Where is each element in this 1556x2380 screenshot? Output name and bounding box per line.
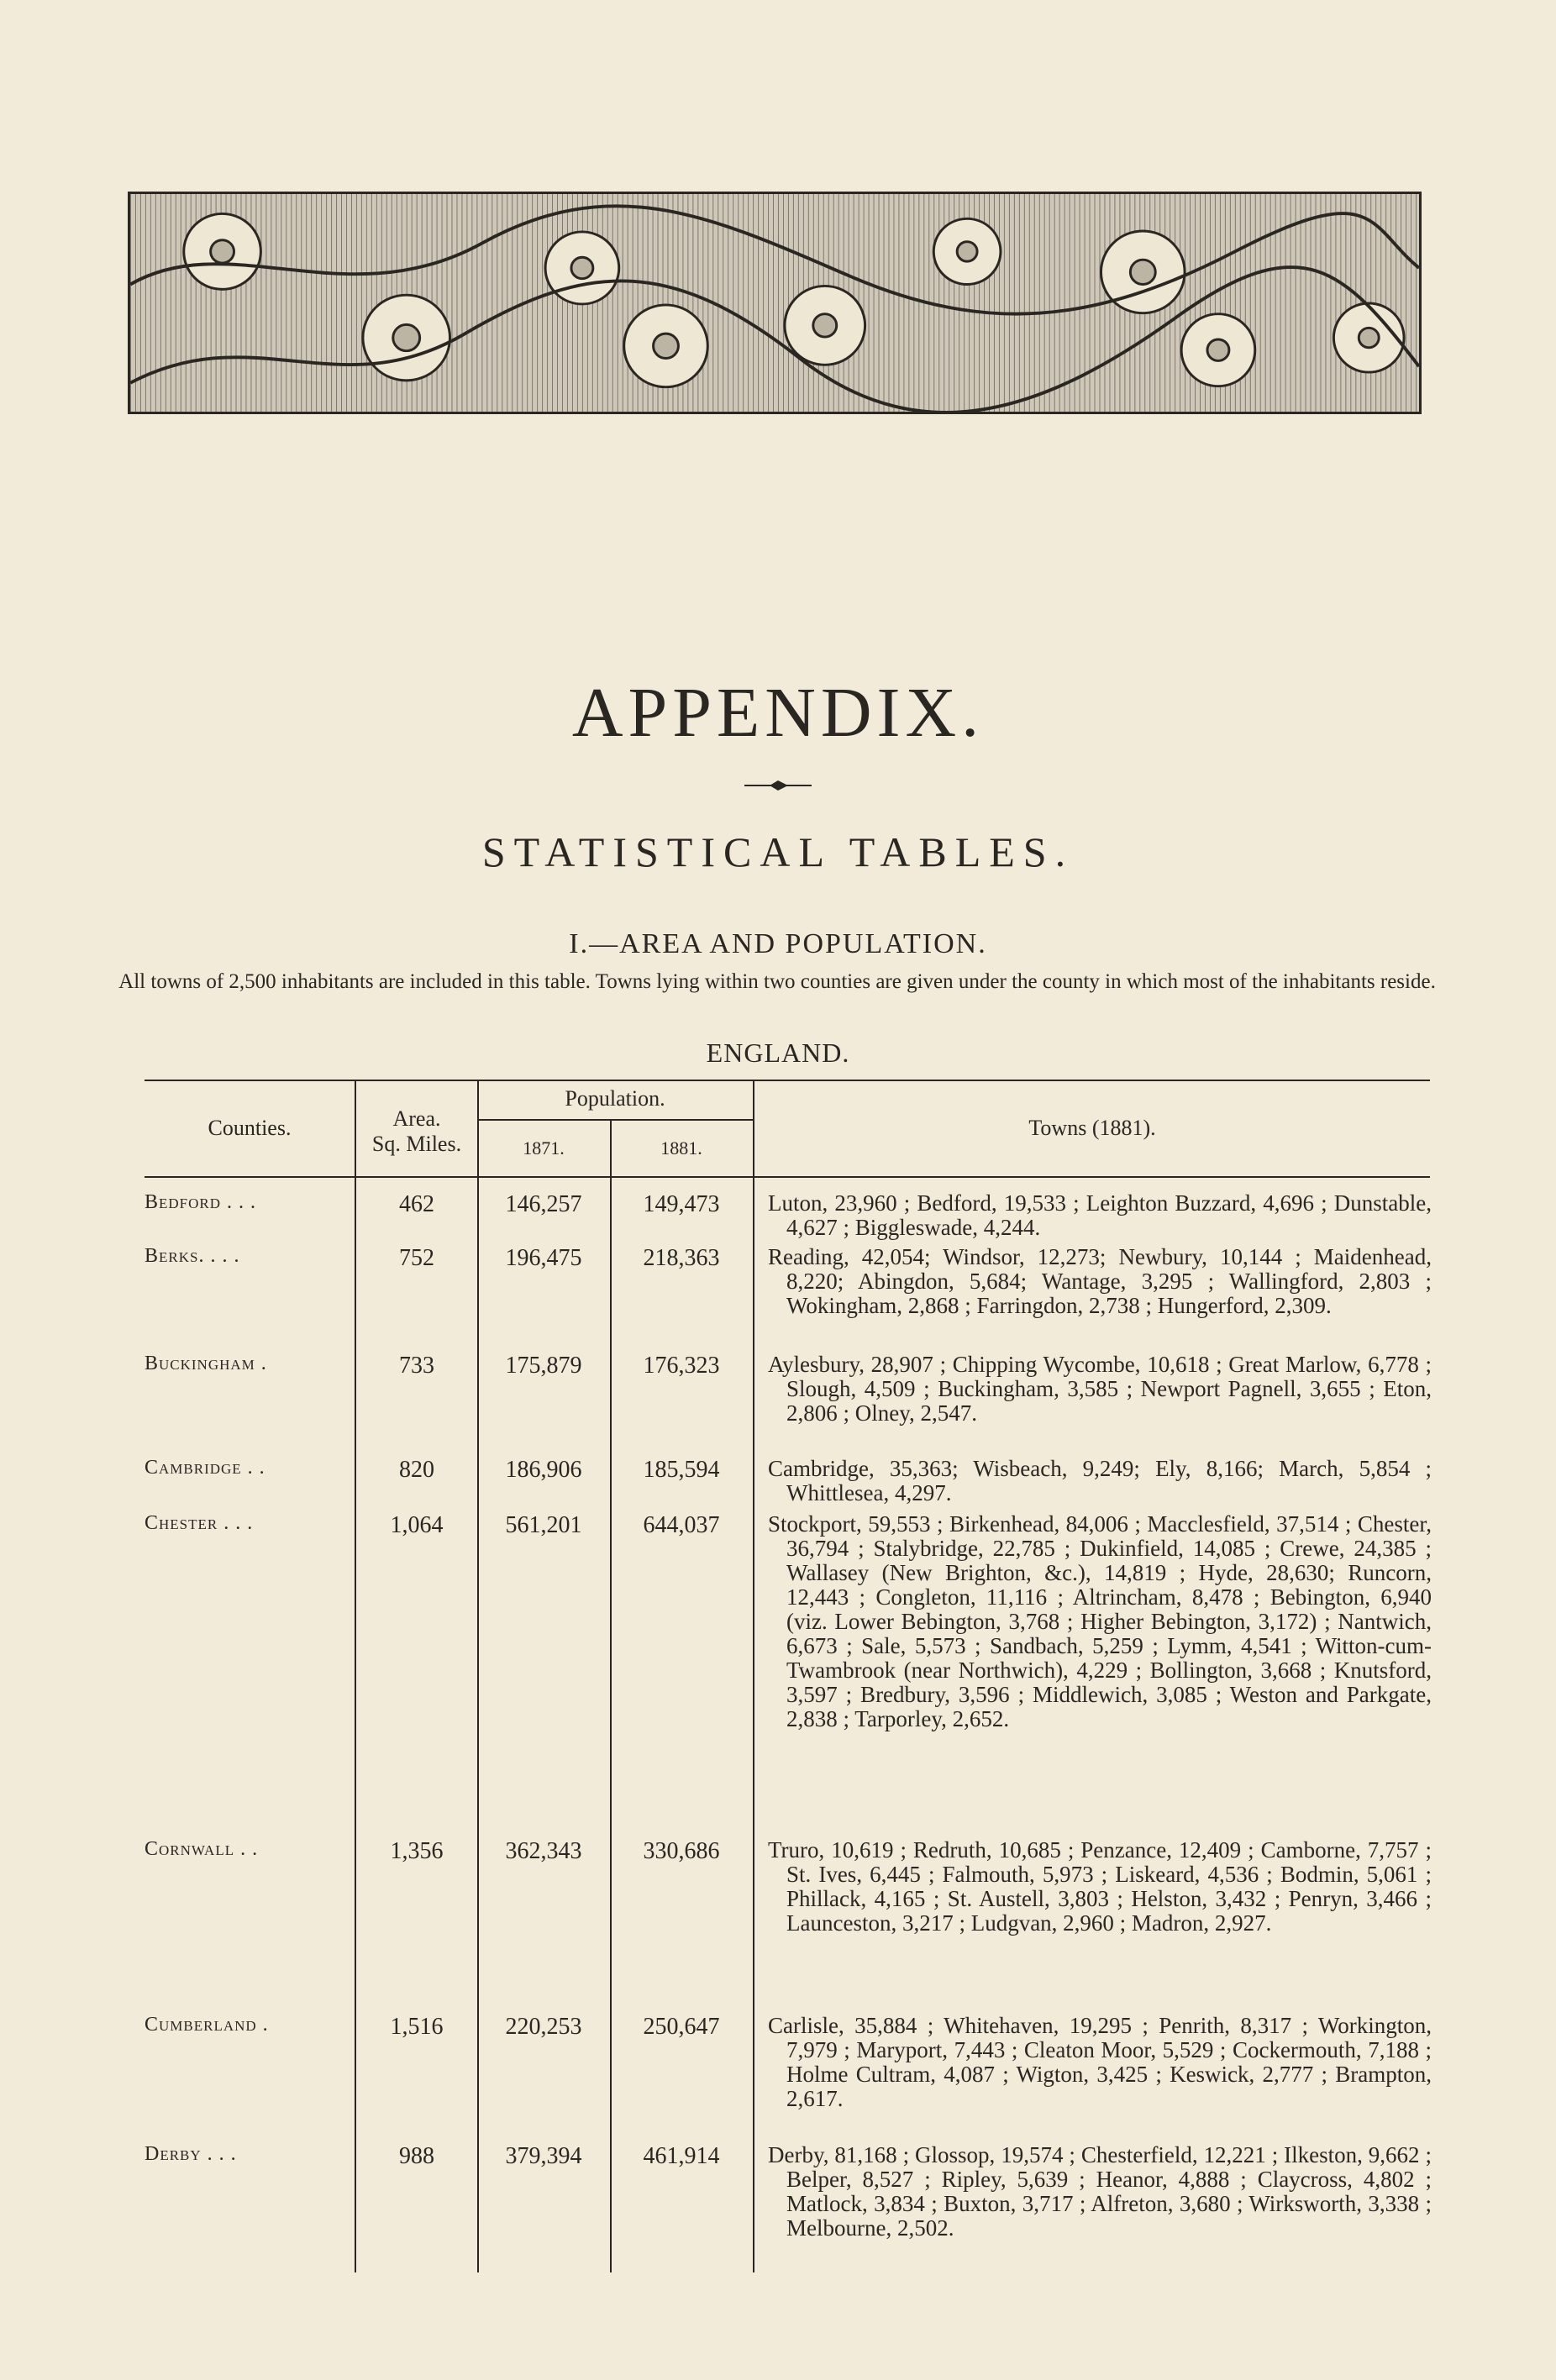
column-rule-towns	[753, 1080, 754, 2272]
population-1871: 220,253	[505, 2014, 582, 2040]
area-value: 1,516	[390, 2014, 444, 2040]
header-1871: 1871.	[523, 1137, 565, 1158]
towns-list: Stockport, 59,553 ; Birkenhead, 84,006 ; Macclesfield, 37,514 ; Chester, 36,794 ; Stalybridge, 22,785 ; Dukinfield, 14,085 ; Crewe, 24,385 ; Wallasey (New Brighton, &c.), 14,819 ; Hyde, 28,630; Runcorn, 12,443 ; Congleton, 11,116 ; Altrincham, 8,478 ; Bebington, 6,940 (viz. Lower Bebington, 3,768 ; Higher Bebington, 3,172) ; Nantwich, 6,673 ; Sale, 5,573 ; Sandbach, 5,259 ; Lymm, 4,541 ; Witton-cum-Twambrook (near Northwich), 4,229 ; Bollington, 3,668 ; Knutsford, 3,597 ; Bredbury, 3,596 ; Middlewich, 3,085 ; Weston and Parkgate, 2,838 ; Tarporley, 2,652.	[768, 1511, 1432, 1731]
population-1881: 149,473	[643, 1191, 720, 1217]
population-1881: 644,037	[643, 1512, 720, 1538]
population-1871: 186,906	[505, 1457, 582, 1483]
header-towns: Towns (1881).	[1028, 1116, 1156, 1140]
area-population-table	[145, 1080, 1430, 2272]
population-1881: 250,647	[643, 2014, 720, 2040]
population-1881: 218,363	[643, 1245, 720, 1271]
inclusion-note: All towns of 2,500 inhabitants are included in this table. Towns lying within two counties are given under the county in which most of the inhabitants reside.	[118, 970, 1436, 993]
section-title: I.—AREA AND POPULATION.	[569, 928, 987, 959]
population-subrule	[477, 1119, 753, 1121]
divider-ornament-icon	[744, 777, 812, 794]
population-1881: 185,594	[643, 1457, 720, 1483]
population-1881: 176,323	[643, 1353, 720, 1379]
county-name: Cumberland .	[145, 2014, 269, 2036]
population-1871: 561,201	[505, 1512, 582, 1538]
table-header-rule	[145, 1176, 1430, 1178]
towns-list: Reading, 42,054; Windsor, 12,273; Newbury, 10,144 ; Maidenhead, 8,220; Abingdon, 5,684; Wantage, 3,295 ; Wallingford, 2,803 ; Wokingham, 2,868 ; Farringdon, 2,738 ; Hungerford, 2,309.	[768, 1244, 1432, 1318]
area-value: 733	[399, 1353, 434, 1379]
country-heading: ENGLAND.	[706, 1038, 850, 1068]
population-1871: 379,394	[505, 2143, 582, 2169]
county-name: Cambridge . .	[145, 1457, 265, 1479]
towns-list: Derby, 81,168 ; Glossop, 19,574 ; Chesterfield, 12,221 ; Ilkeston, 9,662 ; Belper, 8,527 ; Ripley, 5,639 ; Heanor, 4,888 ; Claycross, 4,802 ; Matlock, 3,834 ; Buxton, 3,717 ; Alfreton, 3,680 ; Wirksworth, 3,338 ; Melbourne, 2,502.	[768, 2142, 1432, 2241]
header-1881: 1881.	[660, 1137, 702, 1158]
table-top-rule	[145, 1080, 1430, 1081]
area-value: 1,356	[390, 1838, 444, 1864]
county-name: Bedford . . .	[145, 1191, 257, 1213]
header-counties: Counties.	[208, 1116, 292, 1140]
towns-list: Carlisle, 35,884 ; Whitehaven, 19,295 ; Penrith, 8,317 ; Workington, 7,979 ; Maryport, 7,443 ; Cleaton Moor, 5,529 ; Cockermouth, 7,188 ; Holme Cultram, 4,087 ; Wigton, 3,425 ; Keswick, 2,777 ; Brampton, 2,617.	[768, 2013, 1432, 2111]
county-name: Chester . . .	[145, 1512, 254, 1534]
population-1871: 175,879	[505, 1353, 582, 1379]
population-1871: 146,257	[505, 1191, 582, 1217]
floral-banner	[128, 192, 1422, 414]
appendix-heading: APPENDIX.	[571, 674, 985, 752]
area-value: 820	[399, 1457, 434, 1483]
towns-list: Luton, 23,960 ; Bedford, 19,533 ; Leighton Buzzard, 4,696 ; Dunstable, 4,627 ; Biggleswade, 4,244.	[768, 1190, 1432, 1240]
area-value: 988	[399, 2143, 434, 2169]
area-value: 1,064	[390, 1512, 444, 1538]
statistical-tables-title: STATISTICAL TABLES.	[481, 828, 1075, 875]
population-1871: 362,343	[505, 1838, 582, 1864]
header-area	[356, 1106, 477, 1157]
population-1881: 461,914	[643, 2143, 720, 2169]
county-name: Buckingham .	[145, 1353, 267, 1374]
towns-list: Aylesbury, 28,907 ; Chipping Wycombe, 10,618 ; Great Marlow, 6,778 ; Slough, 4,509 ; Buckingham, 3,585 ; Newport Pagnell, 3,655 ; Eton, 2,806 ; Olney, 2,547.	[768, 1352, 1432, 1426]
column-rule-1881	[610, 1119, 612, 2272]
towns-list: Cambridge, 35,363; Wisbeach, 9,249; Ely, 8,166; March, 5,854 ; Whittlesea, 4,297.	[768, 1456, 1432, 1505]
population-1881: 330,686	[643, 1838, 720, 1864]
area-value: 462	[399, 1191, 434, 1217]
header-area-line1: Area.	[392, 1106, 441, 1131]
header-population: Population.	[565, 1086, 665, 1111]
area-value: 752	[399, 1245, 434, 1271]
county-name: Berks. . . .	[145, 1245, 240, 1267]
population-1871: 196,475	[505, 1245, 582, 1271]
floral-banner-art	[130, 194, 1419, 412]
county-name: Cornwall . .	[145, 1838, 259, 1860]
header-area-line2: Sq. Miles.	[371, 1132, 462, 1156]
towns-list: Truro, 10,619 ; Redruth, 10,685 ; Penzance, 12,409 ; Camborne, 7,757 ; St. Ives, 6,445 ; Falmouth, 5,973 ; Liskeard, 4,536 ; Bodmin, 5,061 ; Phillack, 4,165 ; St. Austell, 3,803 ; Helston, 3,432 ; Penryn, 3,466 ; Launceston, 3,217 ; Ludgvan, 2,960 ; Madron, 2,927.	[768, 1837, 1432, 1936]
county-name: Derby . . .	[145, 2143, 237, 2165]
